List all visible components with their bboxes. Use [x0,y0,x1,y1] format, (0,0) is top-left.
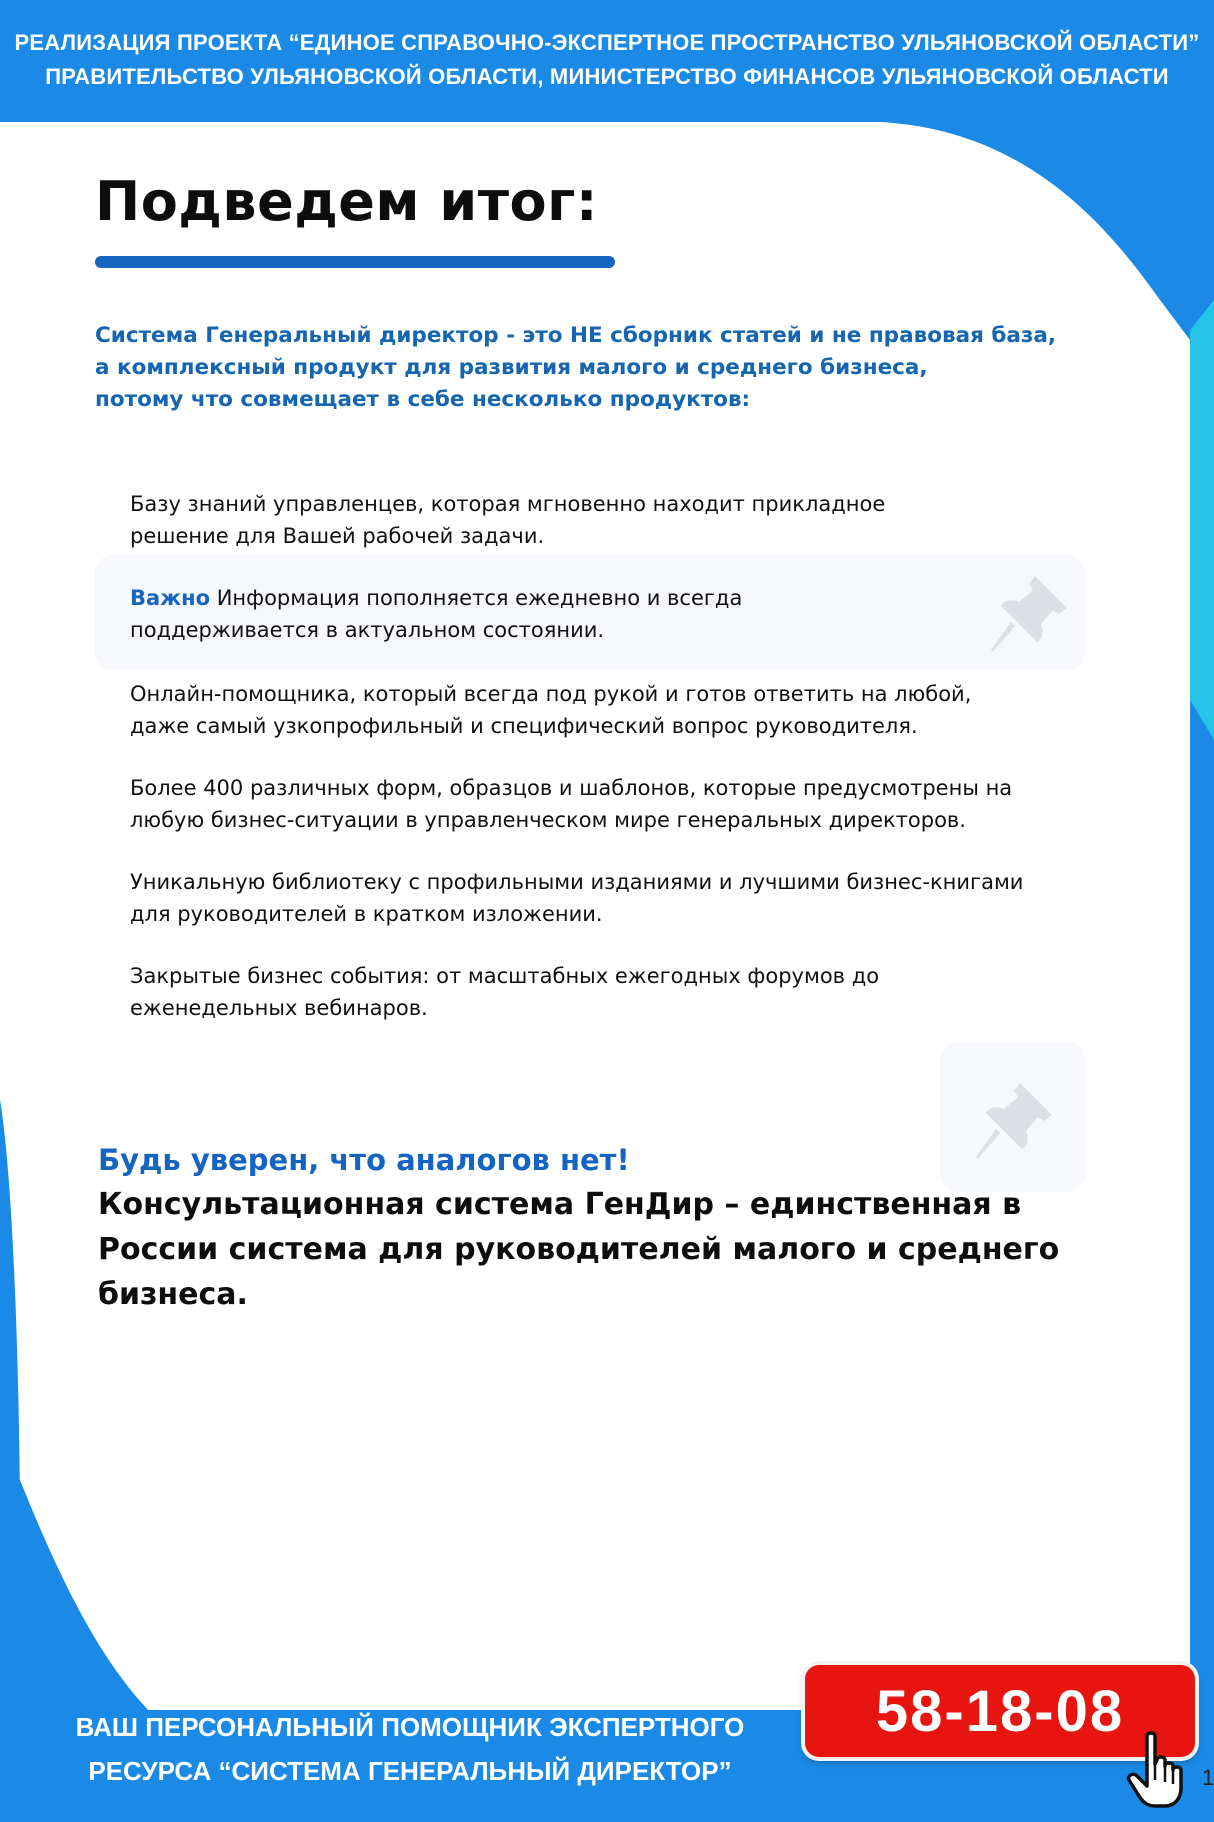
list-item [130,866,1060,930]
header-line-2: ПРАВИТЕЛЬСТВО УЛЬЯНОВСКОЙ ОБЛАСТИ, МИНИСТЕРСТВО ФИНАНСОВ УЛЬЯНОВСКОЙ ОБЛАСТИ [45,64,1169,89]
phone-number-button[interactable]: 58-18-08 [805,1665,1195,1757]
note-line-2: поддерживается в актуальном состоянии. [130,618,605,642]
note-line-1-text: Информация пополняется ежедневно и всегда [210,586,743,610]
list-item-line: решение для Вашей рабочей задачи. [130,524,545,548]
footer-line-1: ВАШ ПЕРСОНАЛЬНЫЙ ПОМОЩНИК ЭКСПЕРТНОГО [75,1712,745,1742]
cta-line-3: бизнеса. [98,1277,248,1312]
list-item-line: Закрытые бизнес события: от масштабных ежегодных форумов до [130,964,880,988]
title-underline [95,256,615,268]
intro-line-1: Система Генеральный директор - это НЕ сборник статей и не правовая база, [95,323,1057,348]
list-item [130,960,1060,1024]
pointing-hand-icon [1125,1730,1195,1810]
list-item-line: Более 400 различных форм, образцов и шаблонов, которые предусмотрены на [130,776,1013,800]
list-item-line: для руководителей в кратком изложении. [130,902,603,926]
cta-line-1: Консультационная система ГенДир – единственная в [98,1187,1022,1222]
header-banner [0,0,1214,120]
list-item [130,678,1060,742]
intro-line-2: а комплексный продукт для развития малого и среднего бизнеса, [95,355,928,380]
intro-paragraph [95,320,1095,416]
list-item-line: любую бизнес-ситуации в управленческом мире генеральных директоров. [130,808,966,832]
list-item-line: Базу знаний управленцев, которая мгновенно находит прикладное [130,492,886,516]
cta-line-2: России система для руководителей малого и среднего [98,1232,1060,1267]
note-line-1 [130,582,1030,614]
footer-slogan [20,1705,800,1793]
page-number: 1 [1202,1765,1214,1790]
cta-main-text [98,1182,1098,1317]
page-title: Подведем итог: [95,170,598,233]
list-item [130,488,1060,552]
important-note [130,582,1030,646]
pushpin-icon [985,568,1075,658]
note-keyword: Важно [130,586,211,610]
footer-line-2: РЕСУРСА “СИСТЕМА ГЕНЕРАЛЬНЫЙ ДИРЕКТОР” [88,1756,732,1786]
pushpin-icon [970,1075,1060,1165]
list-item-line: еженедельных вебинаров. [130,996,428,1020]
cta-accent-text: Будь уверен, что аналогов нет! [98,1143,630,1177]
list-item-line: Уникальную библиотеку с профильными изданиями и лучшими бизнес-книгами [130,870,1024,894]
intro-line-3: потому что совмещает в себе несколько продуктов: [95,387,751,412]
list-item [130,772,1060,836]
list-item-line: даже самый узкопрофильный и специфический вопрос руководителя. [130,714,918,738]
list-item-line: Онлайн-помощника, который всегда под рукой и готов ответить на любой, [130,682,972,706]
header-line-1: РЕАЛИЗАЦИЯ ПРОЕКТА “ЕДИНОЕ СПРАВОЧНО-ЭКСПЕРТНОЕ ПРОСТРАНСТВО УЛЬЯНОВСКОЙ ОБЛАСТИ” [14,30,1200,55]
